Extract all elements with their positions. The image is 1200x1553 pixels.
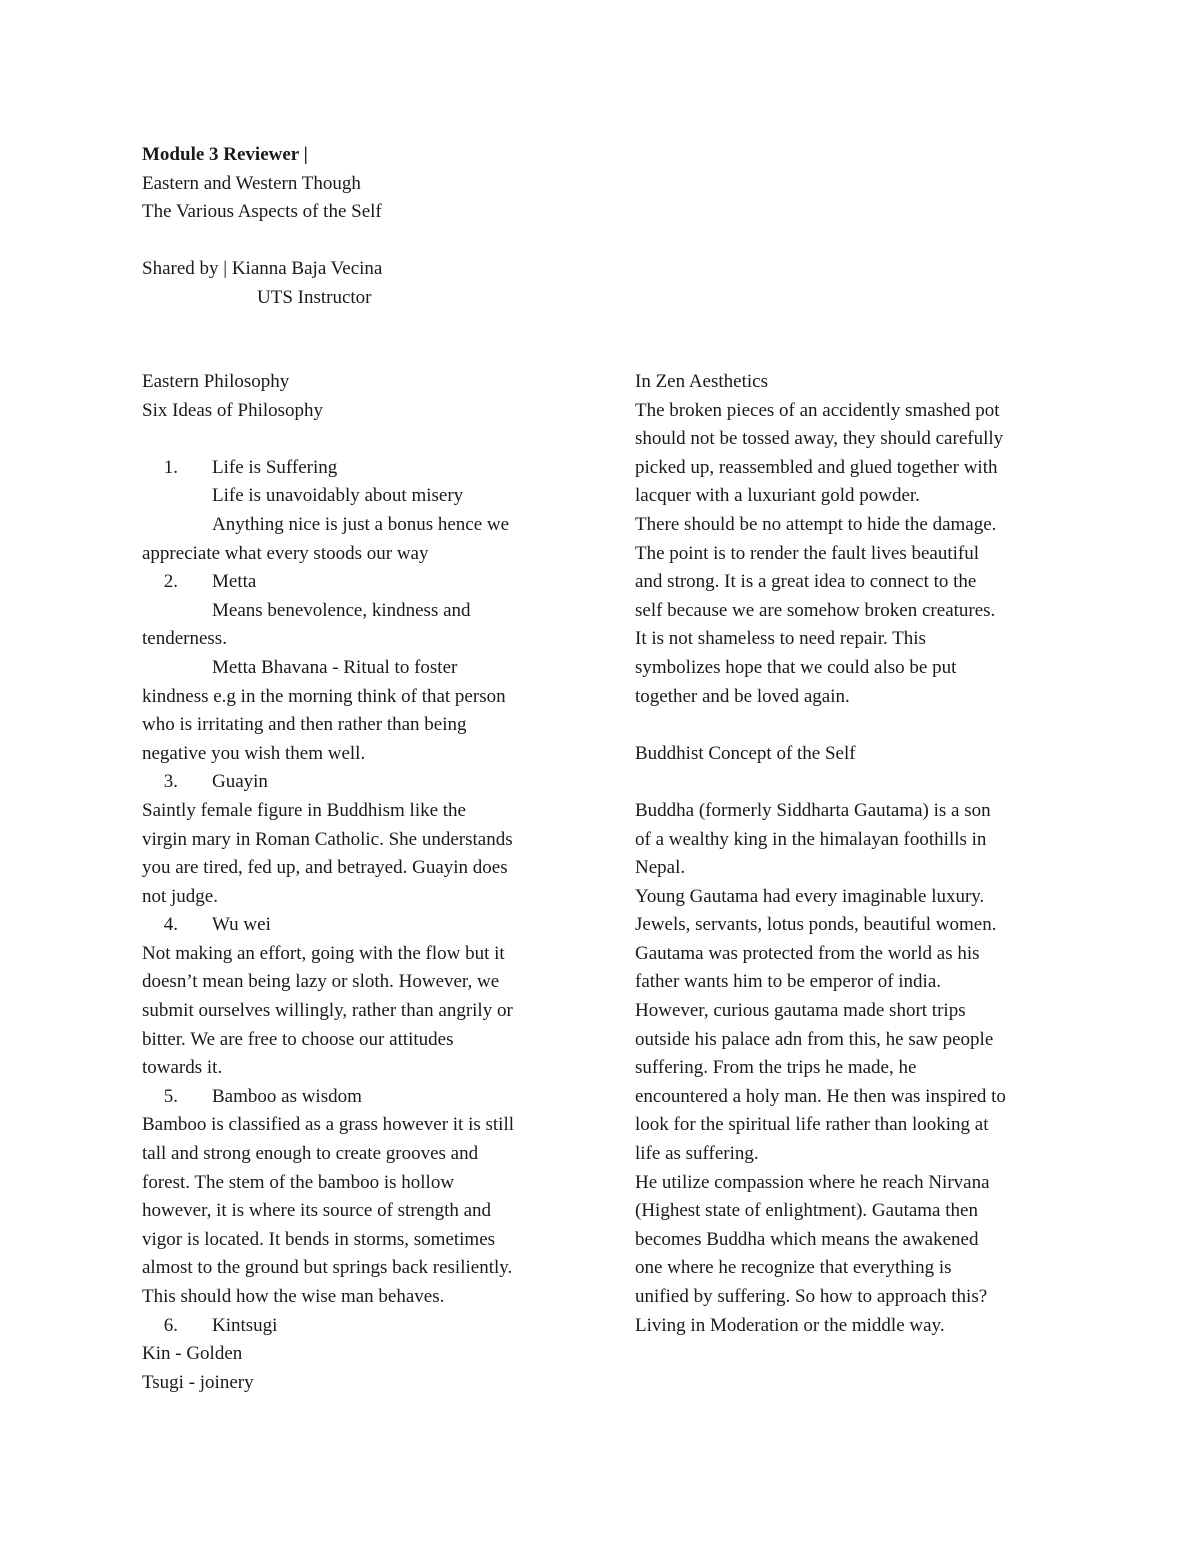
section-subheading-six-ideas: Six Ideas of Philosophy: [142, 399, 324, 421]
buddhist-text-line: Jewels, servants, lotus ponds, beautiful women.: [635, 914, 997, 936]
zen-text-line: self because we are somehow broken creatures.: [635, 599, 996, 621]
list-item-text: however, it is where its source of strength and: [142, 1200, 492, 1222]
list-item-label: Metta: [212, 571, 257, 593]
list-item-text: who is irritating and then rather than being: [142, 714, 467, 736]
list-item-title: [142, 768, 570, 797]
buddhist-text-line: life as suffering.: [635, 1143, 759, 1165]
zen-text-line: The point is to render the fault lives beautiful: [635, 542, 980, 564]
list-item-text: kindness e.g in the morning think of that person: [142, 685, 506, 707]
list-item-text: doesn’t mean being lazy or sloth. However, we: [142, 971, 500, 993]
list-item-text: Not making an effort, going with the flow but it: [142, 942, 505, 964]
list-item-label: Wu wei: [212, 914, 271, 936]
buddhist-text-line: outside his palace adn from this, he saw people: [635, 1028, 994, 1050]
document-header: [142, 141, 1042, 313]
document-subtitle: Eastern and Western Though: [142, 172, 361, 194]
buddhist-text-line: Young Gautama had every imaginable luxury.: [635, 885, 985, 907]
list-item-number: 1.: [163, 456, 178, 478]
list-item-text: Anything nice is just a bonus hence we: [212, 513, 510, 535]
buddhist-text-line: encountered a holy man. He then was inspired to: [635, 1085, 1006, 1107]
buddhist-text-line: Living in Moderation or the middle way.: [635, 1314, 945, 1336]
list-item-text: negative you wish them well.: [142, 742, 366, 764]
section-heading-eastern: Eastern Philosophy: [142, 371, 290, 392]
buddhist-text-line: Nepal.: [635, 857, 686, 879]
zen-text-line: picked up, reassembled and glued together with: [635, 456, 998, 478]
list-item-text: virgin mary in Roman Catholic. She understands: [142, 828, 513, 850]
zen-text-line: should not be tossed away, they should carefully: [635, 428, 1004, 450]
list-item-text: you are tired, fed up, and betrayed. Guayin does: [142, 857, 508, 879]
list-item-label: Life is Suffering: [212, 456, 338, 478]
buddhist-text-line: of a wealthy king in the himalayan foothills in: [635, 828, 987, 850]
instructor-role: UTS Instructor: [257, 286, 372, 308]
list-item-number: 4.: [163, 914, 178, 936]
list-item-text: Means benevolence, kindness and: [212, 599, 471, 621]
list-item-text: Bamboo is classified as a grass however it is still: [142, 1114, 515, 1136]
document-title: Module 3 Reviewer |: [142, 144, 308, 165]
list-item-text: Life is unavoidably about misery: [212, 485, 464, 507]
list-item-number: 6.: [163, 1314, 178, 1336]
list-item-text: This should how the wise man behaves.: [142, 1286, 445, 1307]
section-heading-zen: In Zen Aesthetics: [635, 371, 768, 392]
buddhist-text-line: (Highest state of enlightment). Gautama then: [635, 1200, 978, 1222]
zen-text-line: together and be loved again.: [635, 685, 850, 707]
list-item-text: forest. The stem of the bamboo is hollow: [142, 1171, 455, 1193]
list-item-number: 2.: [163, 571, 178, 593]
list-item-text: almost to the ground but springs back resiliently.: [142, 1257, 513, 1279]
ideas-list: [142, 454, 570, 1398]
list-item-text: not judge.: [142, 885, 218, 907]
list-item-text: bitter. We are free to choose our attitudes: [142, 1028, 454, 1050]
list-item-text: vigor is located. It bends in storms, sometimes: [142, 1228, 496, 1250]
list-item-title: [142, 568, 570, 597]
list-item-text: Saintly female figure in Buddhism like the: [142, 799, 466, 821]
zen-text-line: lacquer with a luxuriant gold powder.: [635, 485, 920, 507]
buddhist-paragraph: [635, 797, 1063, 1340]
list-item-label: Kintsugi: [212, 1314, 278, 1336]
list-item-title: [142, 911, 570, 940]
buddhist-text-line: unified by suffering. So how to approach this?: [635, 1286, 988, 1307]
list-item-text: appreciate what every stoods our way: [142, 542, 429, 564]
list-item-title: [142, 1083, 570, 1112]
zen-text-line: and strong. It is a great idea to connect to the: [635, 571, 977, 593]
right-column: [635, 368, 1063, 1340]
list-item-text: towards it.: [142, 1057, 223, 1079]
zen-text-line: It is not shameless to need repair. This: [635, 628, 926, 650]
list-item-label: Guayin: [212, 771, 268, 793]
section-heading-buddhist: Buddhist Concept of the Self: [635, 742, 856, 764]
list-item-text: tall and strong enough to create grooves and: [142, 1143, 479, 1165]
zen-text-line: symbolizes hope that we could also be put: [635, 656, 957, 678]
buddhist-text-line: Gautama was protected from the world as his: [635, 942, 980, 964]
list-item-number: 5.: [163, 1085, 178, 1107]
list-item-text: Tsugi - joinery: [142, 1371, 254, 1393]
list-item-title: [142, 1312, 570, 1341]
buddhist-text-line: suffering. From the trips he made, he: [635, 1057, 917, 1079]
zen-text-line: The broken pieces of an accidently smashed pot: [635, 399, 1000, 421]
list-item-label: Bamboo as wisdom: [212, 1085, 362, 1107]
shared-by-line: Shared by | Kianna Baja Vecina: [142, 258, 383, 280]
list-item-text: Kin - Golden: [142, 1343, 243, 1365]
left-column: [142, 368, 570, 1397]
list-item-text: submit ourselves willingly, rather than angrily or: [142, 1000, 513, 1022]
buddhist-text-line: look for the spiritual life rather than looking at: [635, 1114, 989, 1136]
document-topic: The Various Aspects of the Self: [142, 201, 382, 223]
list-item-number: 3.: [163, 771, 178, 793]
list-item-text: tenderness.: [142, 628, 227, 650]
buddhist-text-line: Buddha (formerly Siddharta Gautama) is a son: [635, 799, 991, 821]
buddhist-text-line: However, curious gautama made short trips: [635, 1000, 966, 1022]
list-item-text: Metta Bhavana - Ritual to foster: [212, 656, 458, 678]
buddhist-text-line: one where he recognize that everything is: [635, 1257, 952, 1279]
buddhist-text-line: father wants him to be emperor of india.: [635, 971, 942, 993]
zen-paragraph: [635, 397, 1063, 712]
buddhist-text-line: becomes Buddha which means the awakened: [635, 1228, 979, 1250]
zen-text-line: There should be no attempt to hide the damage.: [635, 513, 997, 535]
buddhist-text-line: He utilize compassion where he reach Nirvana: [635, 1171, 990, 1193]
list-item-title: [142, 454, 570, 483]
